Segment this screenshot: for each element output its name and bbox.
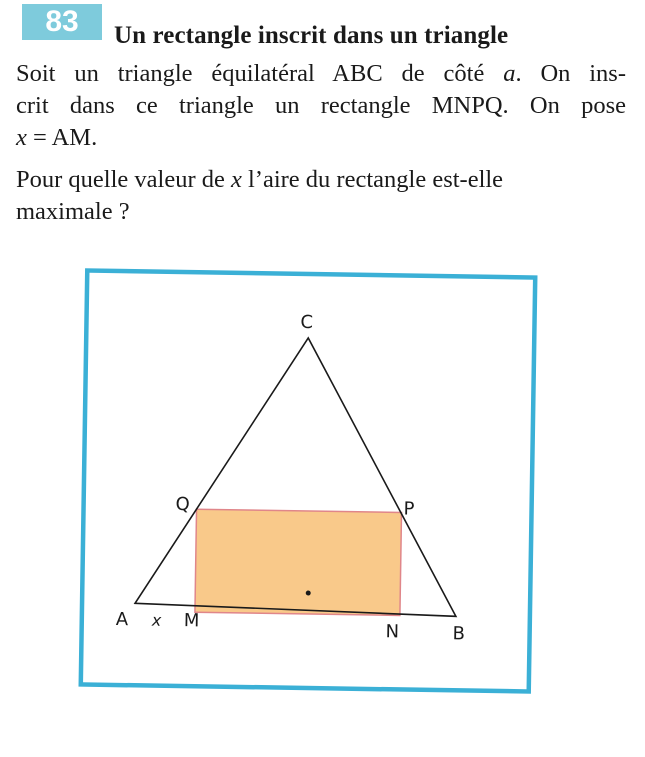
question-line-1 — [16, 164, 626, 196]
statement-line-1 — [16, 58, 626, 90]
question-line-2: maximale ? — [16, 198, 130, 225]
statement-line-3 — [16, 122, 626, 154]
statement-line-2: crit dans ce triangle un rectangle MNPQ. On pose — [16, 92, 626, 119]
figure-border — [81, 271, 535, 692]
statement-text-1: Soit un triangle équilatéral ABC de côté — [16, 60, 504, 87]
question-text-1: Pour quelle valeur de — [16, 166, 231, 193]
exercise-title: Un rectangle inscrit dans un triangle — [114, 22, 509, 49]
side-variable: a — [503, 60, 516, 87]
question-text-2: l’aire du rectangle est-elle — [241, 166, 504, 193]
statement-text-3: = AM. — [26, 124, 98, 151]
statement-text-1-end: . On ins- — [515, 60, 626, 87]
vertex-label-p: P — [403, 498, 415, 520]
exercise-statement — [16, 58, 626, 228]
rectangle-mnpq — [195, 509, 402, 615]
vertex-label-n: N — [385, 621, 400, 643]
exercise-number-badge: 83 — [22, 4, 102, 40]
vertex-label-c: C — [300, 311, 314, 334]
triangle-rectangle-figure — [79, 268, 538, 693]
x-variable: x — [16, 124, 27, 151]
vertex-label-b: B — [452, 623, 466, 645]
segment-label-x: x — [151, 610, 162, 630]
vertex-label-q: Q — [175, 493, 190, 516]
figure-frame — [79, 268, 538, 693]
vertex-label-m: M — [183, 610, 200, 632]
vertex-label-a: A — [115, 608, 129, 631]
question-variable: x — [231, 166, 242, 193]
